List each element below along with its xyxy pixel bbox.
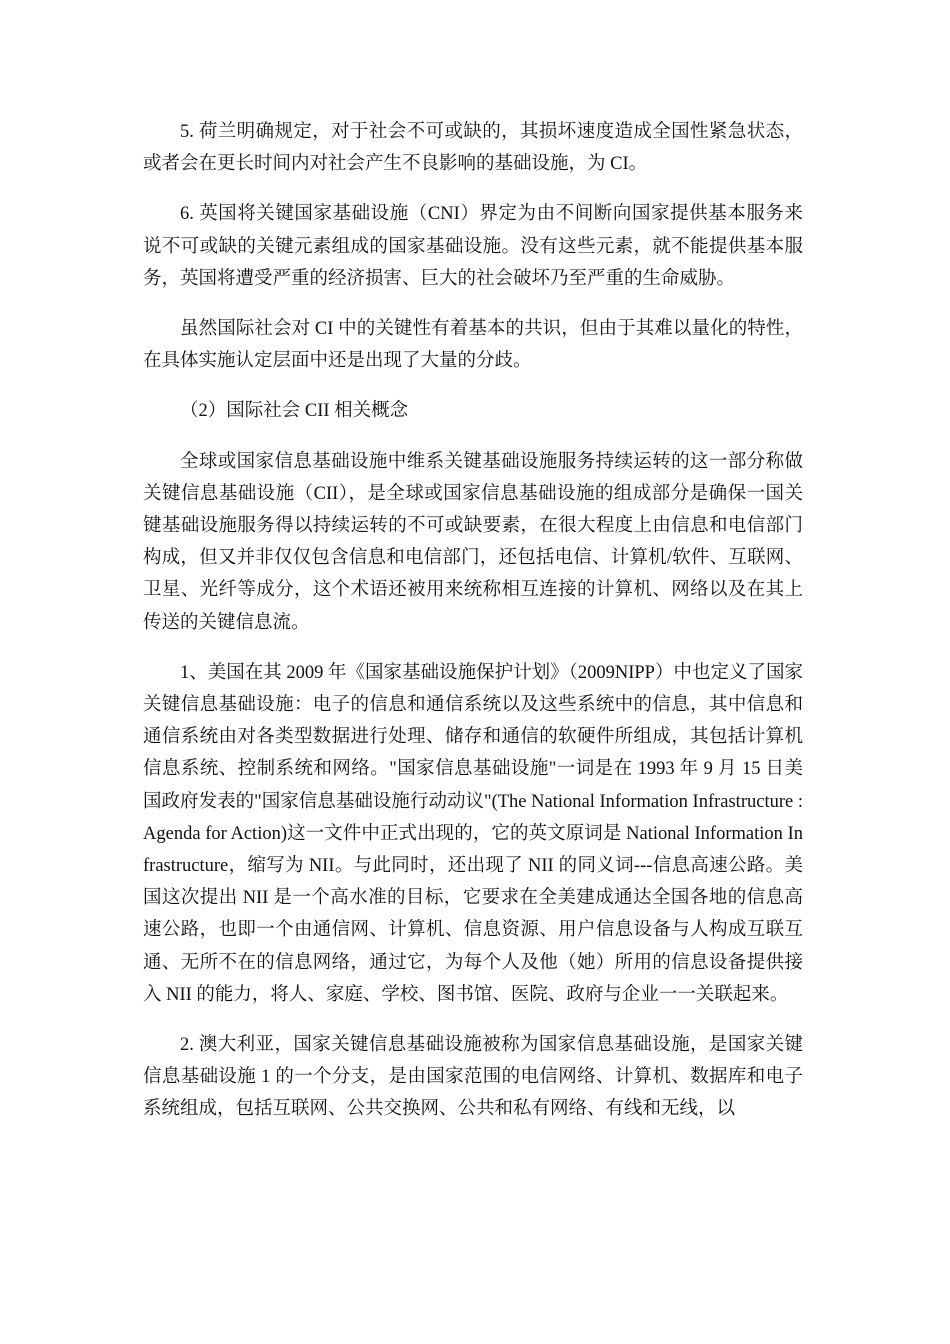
paragraph-usa: 1、美国在其 2009 年《国家基础设施保护计划》（2009NIPP）中也定义了国家关键信息基础设施：电子的信息和通信系统以及这些系统中的信息，其中信息和通信系统由对各类型数据进行处理、储存和通信的软硬件所组成，其包括计算机信息系统、控制系统和网络。"国家信息基础设施"一词是在 1993 年 9 月 15 日美国政府发表的"国家信息基础设施行动动议"(The National Information Infrastructure :Agenda for Action)这一文件中正式出现的，它的英文原词是 National Information Infrastructure，缩写为 NII。与此同时，还出现了 NII 的同义词---信息高速公路。美国这次提出 NII 是一个高水准的目标，它要求在全美建成通达全国各地的信息高速公路，也即一个由通信网、计算机、信息资源、用户信息设备与人构成互联互通、无所不在的信息网络，通过它，为每个人及他（她）所用的信息设备提供接入 NII 的能力，将人、家庭、学校、图书馆、医院、政府与企业一一关联起来。: [143, 662, 803, 1005]
document-body: [143, 116, 803, 1144]
paragraph-uk: 6. 英国将关键国家基础设施（CNI）界定为由不间断向国家提供基本服务来说不可或缺的关键元素组成的国家基础设施。没有这些元素，就不能提供基本服务，英国将遭受严重的经济损害、巨大的社会破坏乃至严重的生命威胁。: [143, 204, 803, 289]
section-heading-cii: （2）国际社会 CII 相关概念: [180, 401, 409, 422]
paragraph-netherlands: 5. 荷兰明确规定，对于社会不可或缺的，其损坏速度造成全国性紧急状态，或者会在更长时间内对社会产生不良影响的基础设施，为 CI。: [143, 122, 803, 175]
paragraph-consensus: 虽然国际社会对 CI 中的关键性有着基本的共识，但由于其难以量化的特性，在具体实施认定层面中还是出现了大量的分歧。: [143, 319, 803, 372]
paragraph-cii-definition: 全球或国家信息基础设施中维系关键基础设施服务持续运转的这一部分称做关键信息基础设施（CII），是全球或国家信息基础设施的组成部分是确保一国关键基础设施服务得以持续运转的不可或缺要素，在很大程度上由信息和电信部门构成，但又并非仅仅包含信息和电信部门，还包括电信、计算机/软件、互联网、卫星、光纤等成分，这个术语还被用来统称相互连接的计算机、网络以及在其上传送的关键信息流。: [143, 451, 803, 633]
paragraph-australia: 2. 澳大利亚，国家关键信息基础设施被称为国家信息基础设施，是国家关键信息基础设施 1 的一个分支，是由国家范围的电信网络、计算机、数据库和电子系统组成，包括互联网、公共交换网、公共和私有网络、有线和无线，以: [143, 1035, 803, 1120]
